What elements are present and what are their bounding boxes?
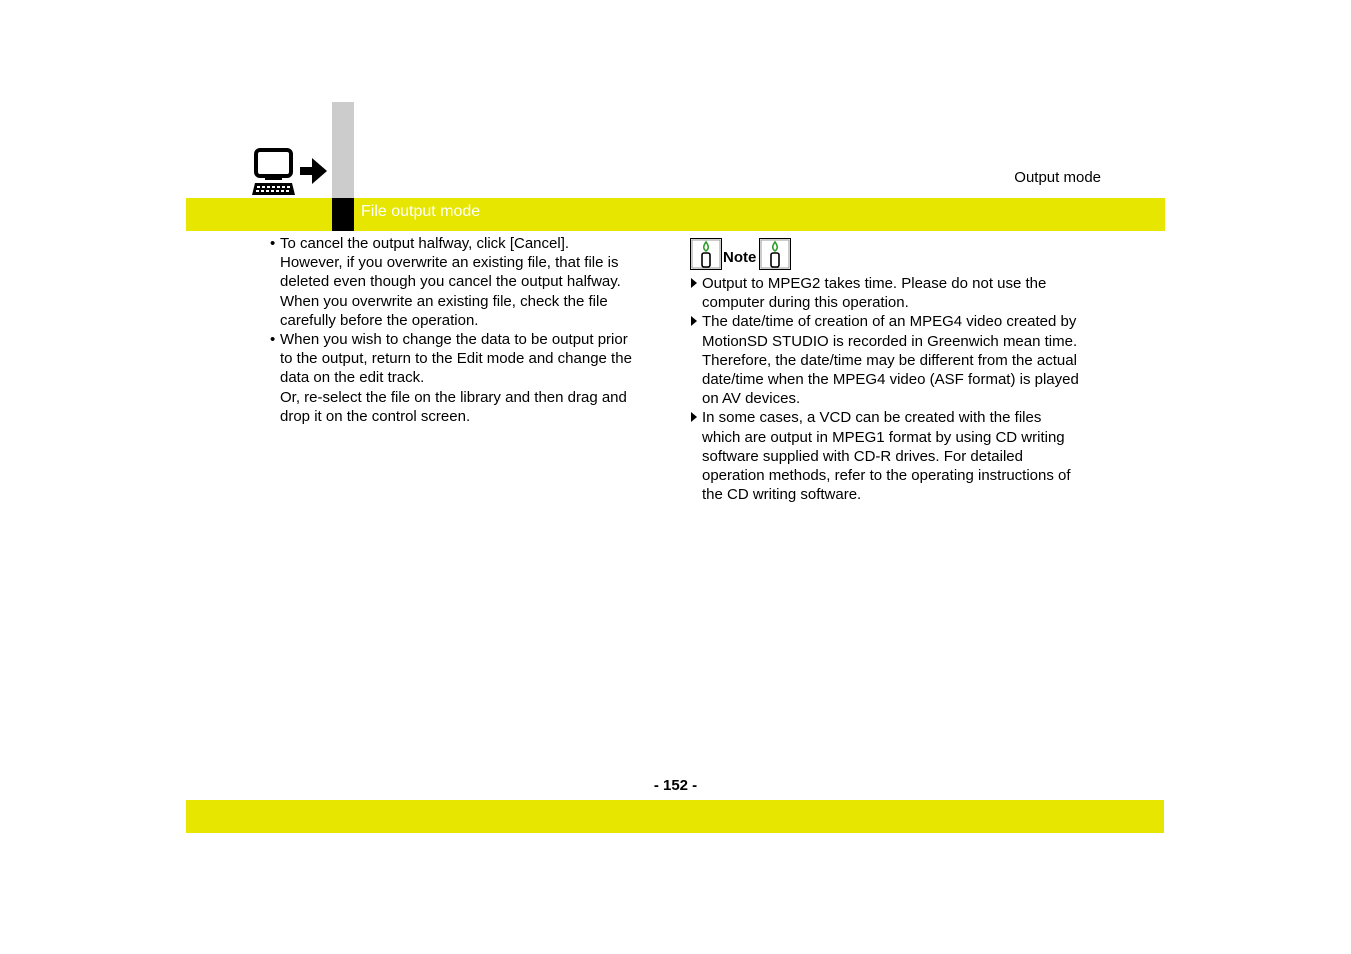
note-section [690,238,1110,504]
candle-icon [690,238,722,270]
section-label: Output mode [1014,169,1101,186]
note-item [690,274,1110,312]
page-number: - 152 - [653,777,698,794]
note-header [690,238,1110,272]
text-line: In some cases, a VCD can be created with the files [702,409,1042,427]
text-line: When you wish to change the data to be output prior [280,331,628,349]
text-line: operation methods, refer to the operating instructions of [702,467,1071,485]
text-line: which are output in MPEG1 format by using CD writing [702,428,1065,446]
list-item [268,234,664,330]
text-line: MotionSD STUDIO is recorded in Greenwich mean time. [702,332,1078,350]
footer-bar [186,800,1164,833]
bullet-icon: • [270,331,276,349]
text-line: To cancel the output halfway, click [Cancel]. [280,235,570,252]
header-black-tab [332,198,354,231]
text-line: Output to MPEG2 takes time. Please do not use the [702,275,1047,292]
note-item [690,312,1110,408]
text-line: data on the edit track. [280,369,425,387]
text-line: Therefore, the date/time may be different from the actual [702,351,1077,369]
text-line: software supplied with CD-R drives. For detailed [702,447,1023,465]
text-line: to the output, return to the Edit mode and change the [280,350,632,368]
header-gray-tab [332,102,354,198]
note-item [690,408,1110,504]
text-line: carefully before the operation. [280,311,479,329]
triangle-bullet-icon [691,412,697,422]
text-line: drop it on the control screen. [280,407,471,425]
left-column [268,234,664,426]
text-line: When you overwrite an existing file, check the file [280,292,608,310]
computer-output-icon [250,147,330,199]
text-line: date/time when the MPEG4 video (ASF format) is played [702,371,1079,389]
text-line: on AV devices. [702,390,801,408]
text-line: Or, re-select the file on the library and then drag and [280,388,627,406]
text-line: the CD writing software. [702,486,862,504]
text-line: deleted even though you cancel the output halfway. [280,273,621,291]
text-line: However, if you overwrite an existing file, that file is [280,254,619,272]
bullet-icon: • [270,235,276,252]
triangle-bullet-icon [691,278,697,288]
candle-icon [759,238,791,270]
text-line: computer during this operation. [702,294,909,312]
note-label: Note [723,249,757,266]
text-line: The date/time of creation of an MPEG4 video created by [702,313,1077,331]
list-item [268,330,664,426]
page-title: File output mode [361,203,481,220]
triangle-bullet-icon [691,316,697,326]
